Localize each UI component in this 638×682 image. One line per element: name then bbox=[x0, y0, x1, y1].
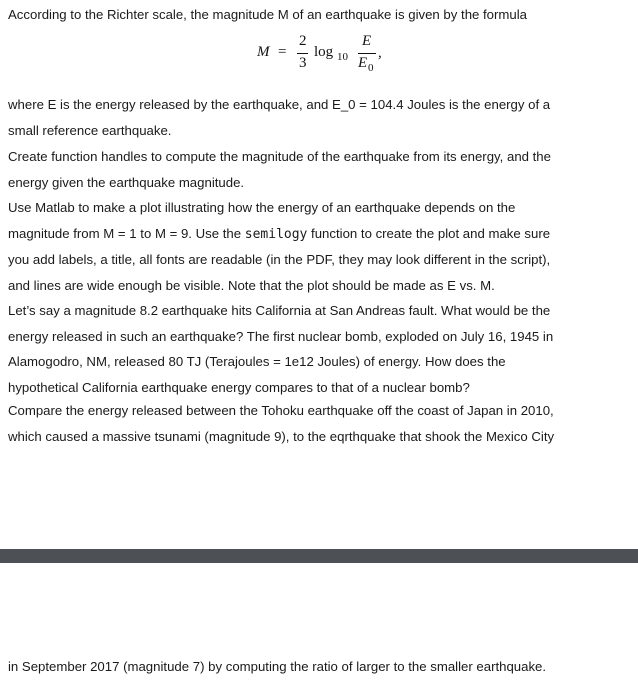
paragraph-comparison-question bbox=[8, 398, 633, 449]
paragraph-plot-instructions bbox=[8, 195, 633, 298]
formula-frac-den-sub: 0 bbox=[368, 62, 374, 74]
formula-lhs: M bbox=[257, 44, 270, 60]
formula-frac-den: E bbox=[358, 55, 368, 71]
paragraph-comparison-continued: in September 2017 (magnitude 7) by computing the ratio of larger to the smaller earthquake. bbox=[8, 659, 547, 674]
formula-coef-bar bbox=[297, 53, 308, 54]
formula-trail: , bbox=[378, 45, 382, 61]
richter-formula bbox=[253, 33, 413, 77]
intro-text: According to the Richter scale, the magnitude M of an earthquake is given by the formula bbox=[8, 7, 527, 22]
para-line: Alamogodro, NM, released 80 TJ (Terajoules = 1e12 Joules) of energy. How does the bbox=[8, 354, 506, 369]
paragraph-california-question bbox=[8, 298, 633, 400]
formula-frac-num: E bbox=[362, 33, 372, 49]
formula-log-base: 10 bbox=[337, 51, 348, 63]
para-line: small reference earthquake. bbox=[8, 122, 172, 138]
formula-coef-den: 3 bbox=[299, 55, 307, 71]
para-line-prefix: magnitude from M = 1 to M = 9. Use the bbox=[8, 225, 245, 241]
para-line: energy released in such an earthquake? The first nuclear bomb, exploded on July 16, 1945 in bbox=[8, 328, 554, 344]
para-line: Create function handles to compute the magnitude of the earthquake from its energy, and the bbox=[8, 149, 551, 164]
page-separator bbox=[0, 549, 638, 563]
para-line: Use Matlab to make a plot illustrating how the energy of an earthquake depends on the bbox=[8, 200, 516, 215]
para-line: Compare the energy released between the Tohoku earthquake off the coast of Japan in 2010, bbox=[8, 403, 554, 418]
para-line: and lines are wide enough be visible. Note that the plot should be made as E vs. M. bbox=[8, 277, 495, 293]
para-line: which caused a massive tsunami (magnitude 9), to the eqrthquake that shook the Mexico City bbox=[8, 428, 555, 444]
para-line: Let’s say a magnitude 8.2 earthquake hits California at San Andreas fault. What would be the bbox=[8, 303, 551, 318]
para-line: energy given the earthquake magnitude. bbox=[8, 174, 245, 190]
paragraph-definition bbox=[8, 92, 633, 143]
para-line: where E is the energy released by the earthquake, and E_0 = 104.4 Joules is the energy of a bbox=[8, 97, 551, 112]
formula-frac-bar bbox=[358, 53, 376, 54]
formula-log: log bbox=[314, 44, 334, 60]
formula-equals: = bbox=[278, 44, 287, 60]
paragraph-function-handles bbox=[8, 144, 633, 195]
document-page-bottom bbox=[0, 563, 638, 682]
para-line: hypothetical California earthquake energy compares to that of a nuclear bomb? bbox=[8, 379, 470, 395]
formula-coef-num: 2 bbox=[299, 33, 307, 49]
para-line: you add labels, a title, all fonts are readable (in the PDF, they may look different in the script), bbox=[8, 252, 551, 267]
code-semilogy: semilogy bbox=[244, 226, 308, 242]
para-line-suffix: function to create the plot and make sure bbox=[307, 225, 551, 241]
